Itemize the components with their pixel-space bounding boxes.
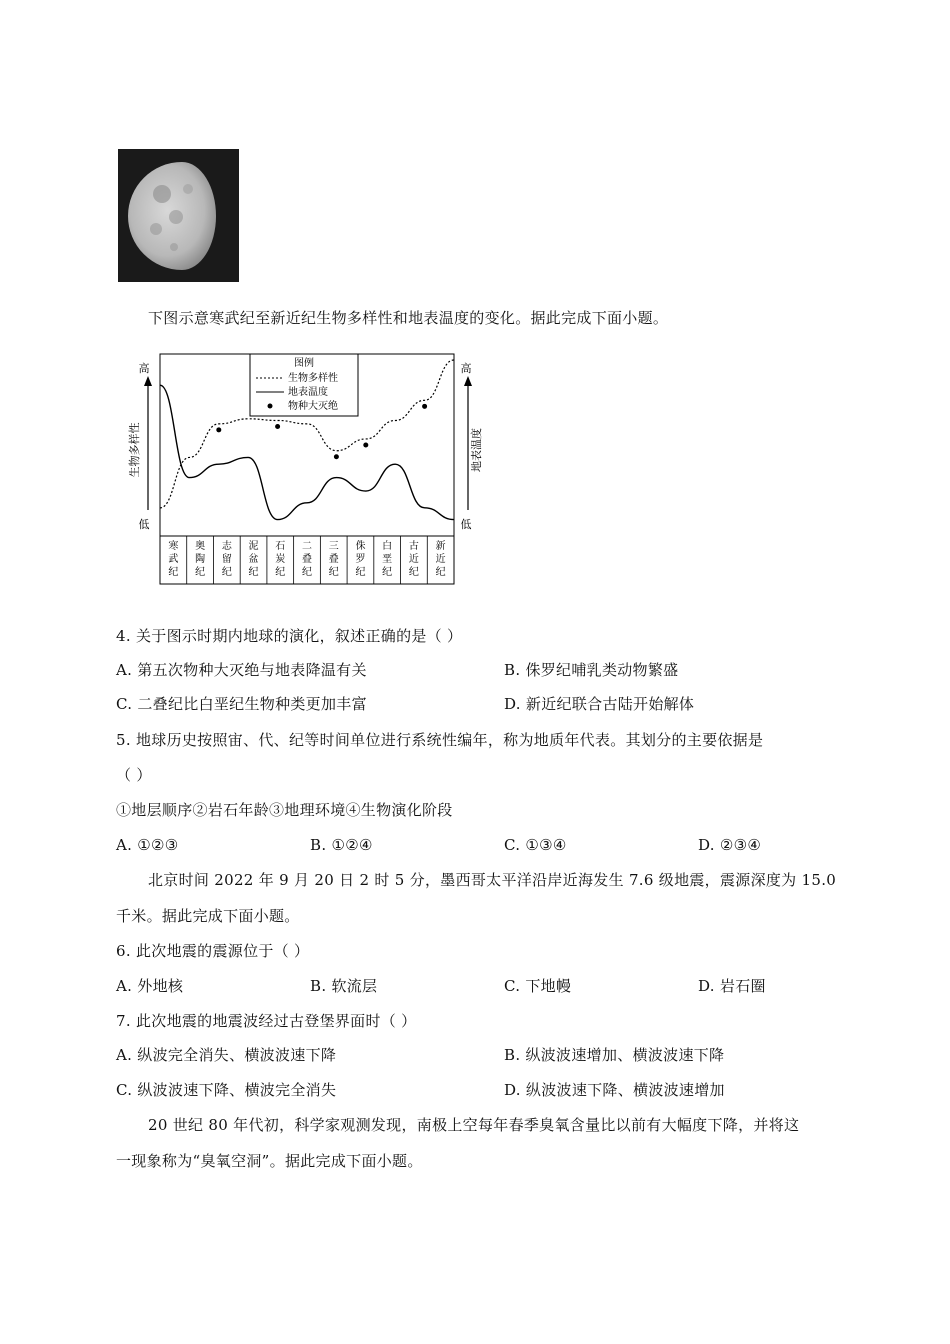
extinction-point xyxy=(363,442,368,447)
period-label: 二 xyxy=(302,541,312,552)
period-label: 纪 xyxy=(408,567,419,578)
right-low-label: 低 xyxy=(460,518,472,531)
diversity-temperature-chart xyxy=(128,350,488,590)
period-label: 侏 xyxy=(355,541,366,552)
period-label: 白 xyxy=(382,541,393,552)
period-label: 石 xyxy=(275,541,286,552)
legend-item-extinction: 物种大灭绝 xyxy=(288,401,338,412)
q5-option-b[interactable]: B. ①②④ xyxy=(310,836,373,854)
period-label: 奥 xyxy=(195,541,206,552)
period-label: 陶 xyxy=(195,554,206,565)
extinction-point xyxy=(422,404,427,409)
q6-option-b[interactable]: B. 软流层 xyxy=(310,977,378,995)
period-label: 留 xyxy=(221,554,232,565)
q5-option-a[interactable]: A. ①②③ xyxy=(116,836,179,854)
q6-option-d[interactable]: D. 岩石圈 xyxy=(698,977,766,995)
legend-item-temperature: 地表温度 xyxy=(288,387,328,398)
period-label: 垩 xyxy=(382,554,393,565)
period-label: 纪 xyxy=(221,567,232,578)
q6-stem: 6. 此次地震的震源位于（ ） xyxy=(116,942,310,960)
period-label: 纪 xyxy=(302,567,312,578)
q7-option-a[interactable]: A. 纵波完全消失、横波波速下降 xyxy=(116,1046,337,1064)
period-label: 泥 xyxy=(248,541,259,552)
left-axis-arrow xyxy=(144,376,152,386)
period-label: 志 xyxy=(221,541,232,552)
period-label: 叠 xyxy=(302,554,312,565)
left-axis-label: 生物多样性 xyxy=(128,422,141,478)
q6-option-c[interactable]: C. 下地幔 xyxy=(504,977,572,995)
period-label: 纪 xyxy=(168,567,179,578)
q7-option-b[interactable]: B. 纵波波速增加、横波波速下降 xyxy=(504,1046,725,1064)
q5-option-c[interactable]: C. ①③④ xyxy=(504,836,567,854)
q5-paren: （ ） xyxy=(116,766,152,784)
period-band xyxy=(168,536,445,584)
period-label: 新 xyxy=(435,541,446,552)
period-label: 武 xyxy=(168,554,179,565)
right-high-label: 高 xyxy=(460,362,472,375)
period-label: 纪 xyxy=(328,567,339,578)
period-label: 近 xyxy=(435,554,446,565)
right-axis-label: 地表温度 xyxy=(470,428,483,472)
period-label: 纪 xyxy=(382,567,393,578)
legend-item-diversity: 生物多样性 xyxy=(288,373,338,384)
ozone-intro-2: 一现象称为“臭氧空洞”。据此完成下面小题。 xyxy=(116,1152,423,1170)
period-label: 炭 xyxy=(275,554,286,565)
period-label: 纪 xyxy=(435,567,446,578)
q5-option-d[interactable]: D. ②③④ xyxy=(698,836,762,854)
q4-option-d[interactable]: D. 新近纪联合古陆开始解体 xyxy=(504,695,695,713)
period-label: 盆 xyxy=(248,554,259,565)
q6-option-a[interactable]: A. 外地核 xyxy=(116,977,184,995)
quake-intro-2: 千米。据此完成下面小题。 xyxy=(116,907,300,925)
period-label: 纪 xyxy=(195,567,206,578)
period-label: 寒 xyxy=(168,541,179,552)
left-low-label: 低 xyxy=(138,518,150,531)
chart-intro: 下图示意寒武纪至新近纪生物多样性和地表温度的变化。据此完成下面小题。 xyxy=(148,309,669,327)
ozone-intro-1: 20 世纪 80 年代初，科学家观测发现，南极上空每年春季臭氧含量比以前有大幅度下降，并将这 xyxy=(148,1116,800,1134)
extinction-point xyxy=(275,424,280,429)
extinction-point xyxy=(334,454,339,459)
q5-statements: ①地层顺序②岩石年龄③地理环境④生物演化阶段 xyxy=(116,801,453,819)
q4-option-a[interactable]: A. 第五次物种大灭绝与地表降温有关 xyxy=(116,661,367,679)
period-label: 近 xyxy=(408,554,419,565)
period-label: 纪 xyxy=(355,567,366,578)
left-high-label: 高 xyxy=(138,362,150,375)
extinction-point xyxy=(216,427,221,432)
q7-stem: 7. 此次地震的地震波经过古登堡界面时（ ） xyxy=(116,1012,417,1030)
period-label: 古 xyxy=(408,541,419,552)
moon-photo xyxy=(118,149,239,282)
q7-option-c[interactable]: C. 纵波波速下降、横波完全消失 xyxy=(116,1081,337,1099)
right-axis-arrow xyxy=(464,376,472,386)
period-label: 三 xyxy=(328,541,339,552)
period-label: 纪 xyxy=(248,567,259,578)
period-label: 罗 xyxy=(355,554,366,565)
q4-option-c[interactable]: C. 二叠纪比白垩纪生物种类更加丰富 xyxy=(116,695,367,713)
q5-stem: 5. 地球历史按照宙、代、纪等时间单位进行系统性编年，称为地质年代表。其划分的主要依据是 xyxy=(116,731,764,749)
q7-option-d[interactable]: D. 纵波波速下降、横波波速增加 xyxy=(504,1081,725,1099)
q4-option-b[interactable]: B. 侏罗纪哺乳类动物繁盛 xyxy=(504,661,679,679)
legend-title: 图例 xyxy=(294,358,314,369)
q4-stem: 4. 关于图示时期内地球的演化，叙述正确的是（ ） xyxy=(116,627,463,645)
period-label: 纪 xyxy=(275,567,286,578)
quake-intro-1: 北京时间 2022 年 9 月 20 日 2 时 5 分，墨西哥太平洋沿岸近海发生 7.6 级地震，震源深度为 15.0 xyxy=(148,871,837,889)
period-label: 叠 xyxy=(328,554,339,565)
legend-dot-swatch xyxy=(268,404,273,409)
